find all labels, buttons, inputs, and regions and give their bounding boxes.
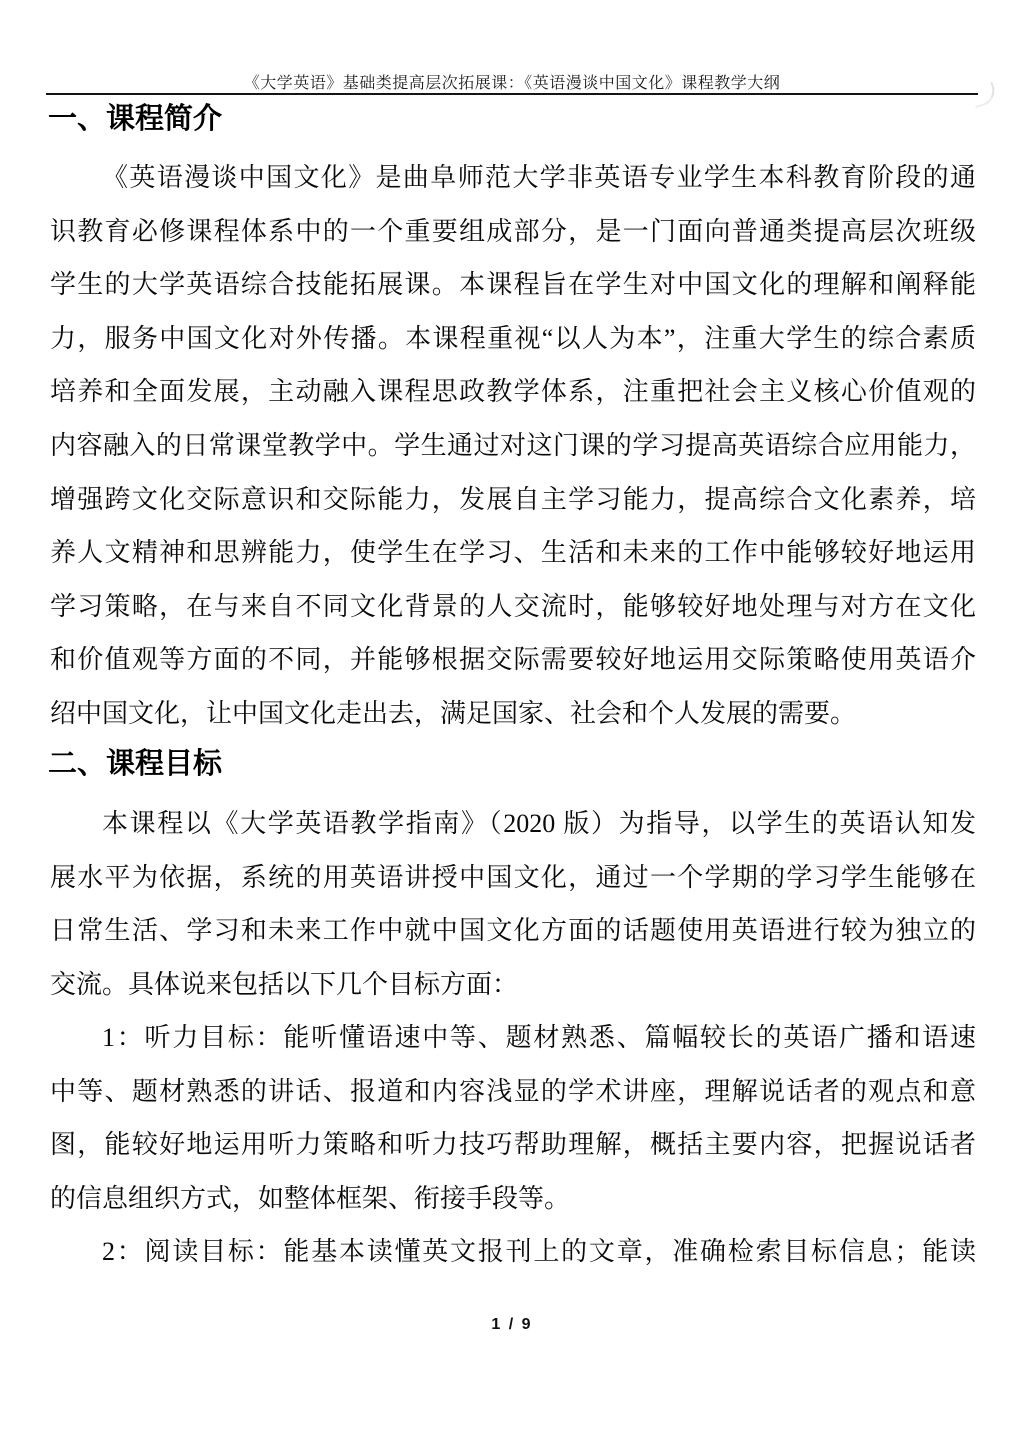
paragraph-line: 学生的大学英语综合技能拓展课。本课程旨在学生对中国文化的理解和阐释能 xyxy=(50,270,976,300)
header-rule xyxy=(46,93,978,95)
paragraph-line: 交流。具体说来包括以下几个目标方面： xyxy=(50,969,519,999)
paragraph-line: 的信息组织方式，如整体框架、衔接手段等。 xyxy=(50,1183,571,1213)
paragraph-line: 绍中国文化，让中国文化走出去，满足国家、社会和个人发展的需要。 xyxy=(50,698,857,728)
paragraph-line: 学习策略，在与来自不同文化背景的人交流时，能够较好地处理与对方在文化 xyxy=(50,591,976,621)
paragraph-listening-objective xyxy=(50,1011,976,1225)
paragraph-line: 《英语漫谈中国文化》是曲阜师范大学非英语专业学生本科教育阶段的通 xyxy=(102,163,976,192)
paragraph-objectives-overview xyxy=(50,797,976,1011)
paragraph-line: 培养和全面发展，主动融入课程思政教学体系，注重把社会主义核心价值观的 xyxy=(50,377,976,407)
paragraph-line: 展水平为依据，系统的用英语讲授中国文化，通过一个学期的学习学生能够在 xyxy=(50,862,976,892)
paragraph-line: 内容融入的日常课堂教学中。学生通过对这门课的学习提高英语综合应用能力， xyxy=(50,430,976,460)
paragraph-line: 1：听力目标：能听懂语速中等、题材熟悉、篇幅较长的英语广播和语速 xyxy=(102,1023,976,1052)
paragraph-line: 识教育必修课程体系中的一个重要组成部分，是一门面向普通类提高层次班级 xyxy=(50,216,976,246)
paragraph-line: 2：阅读目标：能基本读懂英文报刊上的文章，准确检索目标信息；能读 xyxy=(102,1237,976,1266)
paragraph-line: 增强跨文化交际意识和交际能力，发展自主学习能力，提高综合文化素养，培 xyxy=(50,484,976,514)
paragraph-line: 图，能较好地运用听力策略和听力技巧帮助理解，概括主要内容，把握说话者 xyxy=(50,1130,976,1160)
paragraph-line: 本课程以《大学英语教学指南》（2020 版）为指导，以学生的英语认知发 xyxy=(102,809,976,838)
page-number: 1 / 9 xyxy=(491,1316,533,1333)
paragraph-reading-objective xyxy=(50,1225,976,1279)
document-header-title: 《大学英语》基础类提高层次拓展课：《英语漫谈中国文化》课程教学大纲 xyxy=(243,75,781,92)
section-heading-course-objectives: 二、课程目标 xyxy=(48,748,223,780)
section-heading-course-intro: 一、课程简介 xyxy=(48,103,223,135)
paragraph-course-intro xyxy=(50,151,976,741)
paragraph-line: 中等、题材熟悉的讲话、报道和内容浅显的学术讲座，理解说话者的观点和意 xyxy=(50,1076,976,1106)
paragraph-line: 力，服务中国文化对外传播。本课程重视“以人为本”，注重大学生的综合素质 xyxy=(50,323,976,353)
paragraph-line: 养人文精神和思辨能力，使学生在学习、生活和未来的工作中能够较好地运用 xyxy=(50,538,976,568)
paragraph-line: 日常生活、学习和未来工作中就中国文化方面的话题使用英语进行较为独立的 xyxy=(50,916,976,946)
paragraph-line: 和价值观等方面的不同，并能够根据交际需要较好地运用交际策略使用英语介 xyxy=(50,645,976,675)
